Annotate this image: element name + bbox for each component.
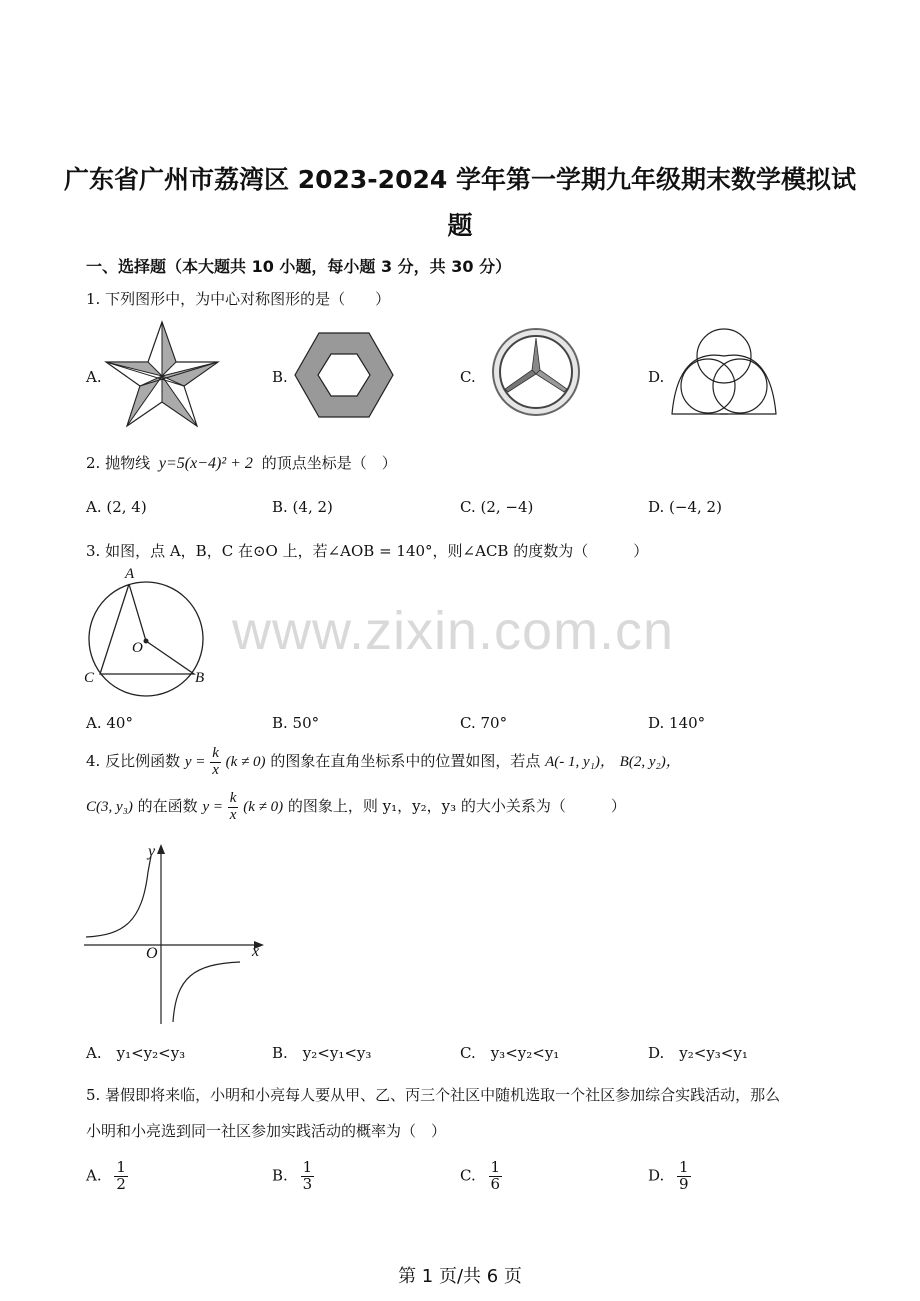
point-a-label: A bbox=[125, 566, 135, 582]
q2-option-d: D. (−4, 2) bbox=[648, 498, 722, 516]
q3-option-d: D. 140° bbox=[648, 714, 706, 732]
question-5-stem-line1: 5. 暑假即将来临，小明和小亮每人要从甲、乙、丙三个社区中随机选取一个社区参加综合实践活动，那么 bbox=[86, 1086, 781, 1104]
q4-fraction-num: k bbox=[212, 744, 219, 761]
q4-option-c: C. y₃<y₂<y₁ bbox=[460, 1044, 560, 1062]
point-b-label: B bbox=[195, 670, 205, 686]
question-3-stem: 3. 如图，点 A，B，C 在⊙O 上，若∠AOB = 140°，则∠ACB 的度数为（ ） bbox=[86, 542, 649, 560]
q5-option-a-label: A. bbox=[86, 1166, 102, 1185]
q3-option-a: A. 40° bbox=[86, 714, 133, 732]
question-5-stem-line2: 小明和小亮选到同一社区参加实践活动的概率为（ ） bbox=[86, 1122, 447, 1140]
question-1-stem: 1. 下列图形中，为中心对称图形的是（ ） bbox=[86, 290, 391, 308]
q1-option-a-label: A. bbox=[86, 368, 102, 386]
q1-option-c-label: C. bbox=[460, 368, 476, 386]
q4-option-d: D. y₂<y₃<y₁ bbox=[648, 1044, 748, 1062]
emblem-figure bbox=[490, 326, 582, 418]
q5-option-b-label: B. bbox=[272, 1166, 288, 1185]
q4-point-a: A(- 1, y₁)， bbox=[545, 754, 615, 770]
section-heading: 一、选择题（本大题共 10 小题，每小题 3 分，共 30 分） bbox=[86, 257, 512, 276]
q4-point-c: C(3, y₃) bbox=[86, 799, 133, 815]
q4-fn-cond-2: (k ≠ 0) bbox=[243, 799, 284, 815]
y-axis-label: y bbox=[148, 843, 156, 860]
trefoil-figure bbox=[668, 328, 780, 420]
q4-fn-lhs-2: y = bbox=[202, 799, 223, 815]
q5-option-a-fraction bbox=[114, 1160, 128, 1193]
q4-option-a: A. y₁<y₂<y₃ bbox=[86, 1044, 186, 1062]
question-2-stem bbox=[86, 452, 397, 473]
q5-option-b-fraction bbox=[301, 1160, 315, 1193]
q2-option-a: A. (2, 4) bbox=[86, 498, 147, 516]
star-figure bbox=[104, 320, 220, 428]
q4-fn-cond: (k ≠ 0) bbox=[225, 754, 266, 770]
q5-option-d-label: D. bbox=[648, 1166, 665, 1185]
q4-stem-prefix: 4. 反比例函数 bbox=[86, 752, 181, 770]
hexagon-figure bbox=[294, 332, 394, 418]
q4-stem-line2-mid: 的在函数 bbox=[137, 797, 198, 815]
q1-option-b-label: B. bbox=[272, 368, 288, 386]
question-4-stem-line2 bbox=[86, 786, 626, 827]
q3-option-b: B. 50° bbox=[272, 714, 320, 732]
question-4-stem-line1 bbox=[86, 736, 681, 787]
q5-option-c-label: C. bbox=[460, 1166, 476, 1185]
q5-option-d bbox=[648, 1160, 691, 1193]
q5-c-num: 1 bbox=[490, 1158, 501, 1176]
point-c-label: C bbox=[84, 670, 95, 686]
hyperbola-graph bbox=[84, 842, 266, 1024]
q4-fraction2-den: x bbox=[229, 806, 237, 823]
x-axis-label: x bbox=[252, 943, 260, 960]
q4-fraction bbox=[210, 746, 221, 779]
q1-option-d-label: D. bbox=[648, 368, 665, 386]
q5-option-a bbox=[86, 1160, 128, 1193]
q5-option-d-fraction bbox=[677, 1160, 691, 1193]
q5-b-num: 1 bbox=[302, 1158, 313, 1176]
q3-option-c: C. 70° bbox=[460, 714, 508, 732]
q5-b-den: 3 bbox=[302, 1174, 313, 1193]
q2-stem-prefix: 2. 抛物线 bbox=[86, 454, 151, 472]
page-title-line2: 题 bbox=[447, 211, 473, 240]
q5-a-num: 1 bbox=[116, 1158, 126, 1176]
watermark: www.zixin.com.cn bbox=[232, 601, 675, 661]
q2-option-b: B. (4, 2) bbox=[272, 498, 333, 516]
q5-c-den: 6 bbox=[490, 1174, 501, 1193]
point-o-label: O bbox=[132, 640, 143, 656]
q4-fraction-2 bbox=[228, 791, 239, 824]
q5-d-den: 9 bbox=[679, 1174, 689, 1193]
q2-stem-suffix: 的顶点坐标是（ ） bbox=[261, 454, 397, 472]
q4-fn-lhs: y = bbox=[184, 754, 206, 770]
q4-option-b: B. y₂<y₁<y₃ bbox=[272, 1044, 372, 1062]
q5-option-c-fraction bbox=[489, 1160, 503, 1193]
q4-fraction2-num: k bbox=[229, 789, 237, 806]
q4-stem-mid: 的图象在直角坐标系中的位置如图，若点 bbox=[270, 752, 541, 770]
page-footer: 第 1 页/共 6 页 bbox=[398, 1266, 522, 1287]
q5-a-den: 2 bbox=[116, 1174, 126, 1193]
q5-option-b bbox=[272, 1160, 314, 1193]
q4-point-b: B(2, y₂)， bbox=[619, 754, 681, 770]
q5-d-num: 1 bbox=[679, 1158, 689, 1176]
q4-fraction-den: x bbox=[212, 761, 219, 778]
q2-formula: y=5(x−4)² + 2 bbox=[158, 455, 253, 472]
origin-label: O bbox=[146, 945, 158, 962]
q2-option-c: C. (2, −4) bbox=[460, 498, 534, 516]
q5-option-c bbox=[460, 1160, 502, 1193]
q4-stem-line2-end: 的图象上，则 y₁，y₂，y₃ 的大小关系为（ ） bbox=[287, 797, 626, 815]
page-title: 广东省广州市荔湾区 2023-2024 学年第一学期九年级期末数学模拟试 bbox=[64, 165, 856, 194]
